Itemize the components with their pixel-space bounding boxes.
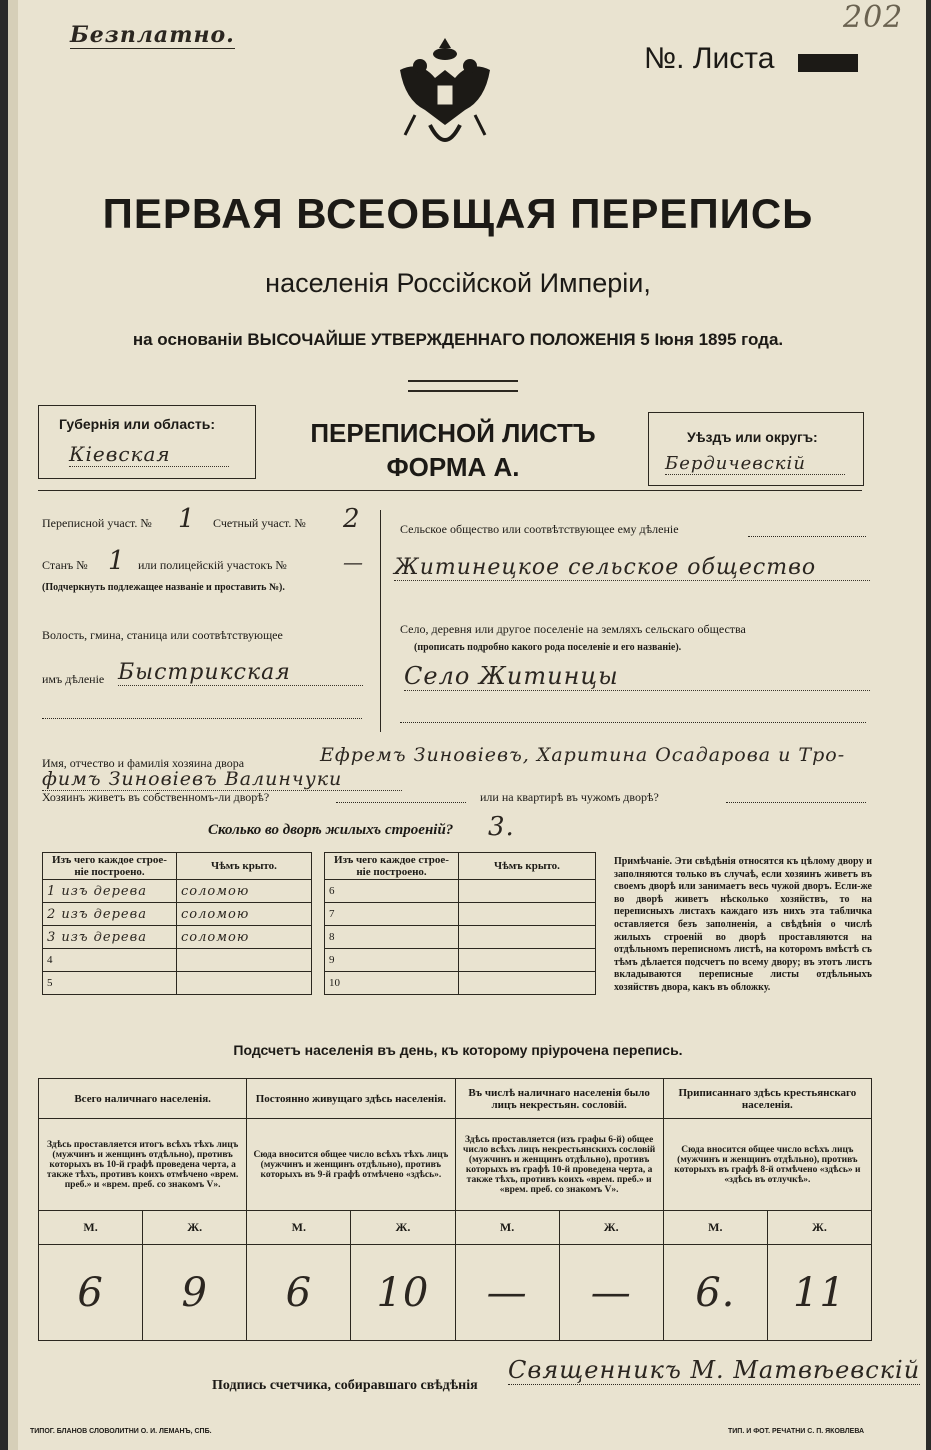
- group-head: Постоянно живущаго здѣсь населенія.: [247, 1079, 455, 1119]
- owner-value-2: фимъ Зиновiевъ Валинчуки: [42, 768, 402, 791]
- material-value: изъ дерева: [61, 906, 147, 922]
- district-box: [648, 412, 864, 486]
- material-header: Изъ чего каждое строе-ніе построено.: [325, 853, 459, 880]
- table-row: [43, 903, 312, 926]
- province-value: Кiевская: [69, 442, 229, 467]
- dotted-line: [748, 536, 866, 538]
- buildings-table-right: [324, 852, 596, 995]
- group-head: Всего наличнаго населенія.: [39, 1079, 247, 1119]
- rent-label: или на квартирѣ въ чужомъ дворѣ?: [480, 790, 659, 804]
- table-row: [325, 880, 596, 903]
- table-row: [325, 903, 596, 926]
- row-number: 2: [47, 906, 57, 922]
- row-number: 8: [325, 926, 459, 949]
- district-label: Уѣздъ или округъ:: [687, 429, 818, 445]
- dotted-line: [42, 718, 362, 720]
- group-head: Въ числѣ наличнаго населенія было лицъ некрестьян. сословій.: [455, 1079, 663, 1119]
- sheet-number-label: №. Листа: [644, 42, 775, 75]
- row-number: 7: [325, 903, 459, 926]
- table-row: [325, 949, 596, 972]
- stan-value: 1: [108, 546, 126, 576]
- stan-label: Станъ №: [42, 558, 88, 572]
- count-section-value: 2: [343, 504, 361, 534]
- dotted-line: [400, 722, 866, 724]
- table-row: [43, 926, 312, 949]
- population-title: Подсчетъ населенія въ день, къ которому пріурочена перепись.: [233, 1042, 683, 1058]
- count-value: 10: [351, 1245, 455, 1341]
- count-value: 11: [767, 1245, 871, 1341]
- buildings-label: Сколько во дворѣ жилыхъ строеній?: [208, 822, 454, 838]
- corner-mark: 202: [843, 0, 904, 35]
- buildings-note: Примѣчаніе. Эти свѣдѣнія относятся къ цѣлому двору и заполняются только въ случаѣ, если хозяинъ живетъ въ своемъ дворѣ или занимаетъ весь чужой дворъ. Если-же во дворѣ живетъ нѣсколько хозяйствъ, то на переписныхъ листахъ каждаго изъ нихъ эта табличка оставляется безъ заполненія, а свѣдѣнія о числѣ жилыхъ строеній во дворѣ проставляются на отдѣльномъ переписномъ листѣ, на которомъ вмѣстѣ съ тѣмъ дѣлается подсчетъ по всему двору; въ этотъ листъ вкладываются переписные листы отдѣльныхъ хозяйствъ двора, какъ въ обложку.: [614, 856, 872, 993]
- f-label: Ж.: [767, 1211, 871, 1245]
- row-number: 3: [47, 929, 57, 945]
- volost-label: Волость, гмина, станица или соотвѣтствующее: [42, 628, 283, 642]
- row-number: 10: [325, 972, 459, 995]
- m-label: М.: [39, 1211, 143, 1245]
- f-label: Ж.: [351, 1211, 455, 1245]
- table-row: [43, 880, 312, 903]
- signature-label: Подпись счетчика, собиравшаго свѣдѣнія: [212, 1378, 478, 1393]
- row-number: 1: [47, 883, 57, 899]
- dotted-line: [336, 802, 466, 804]
- printer-right: ТИП. И ФОТ. РЕЧАТНИ С. П. ЯКОВЛЕВА: [728, 1428, 865, 1435]
- roof-header: Чѣмъ крыто.: [459, 853, 596, 880]
- province-label: Губернія или область:: [59, 416, 216, 432]
- f-label: Ж.: [559, 1211, 663, 1245]
- ornament-divider: [408, 380, 518, 392]
- row-number: 6: [325, 880, 459, 903]
- row-number: 9: [325, 949, 459, 972]
- police-label: или полицейскій участокъ №: [138, 558, 287, 572]
- own-yard-label: Хозяинъ живетъ въ собственномъ-ли дворѣ?: [42, 790, 270, 804]
- printer-left: ТИПОГ. БЛАНОВ СЛОВОЛИТНИ О. И. ЛЕМАНЪ, СПБ.: [30, 1428, 212, 1435]
- owner-value-1: Ефремъ Зиновiевъ, Харитина Осадарова и Тро-: [320, 744, 846, 766]
- count-value: 6: [247, 1245, 351, 1341]
- sub-title: населенія Россійской Имперіи,: [265, 268, 651, 298]
- roof-value: соломою: [177, 926, 312, 949]
- count-value: 6.: [663, 1245, 767, 1341]
- owner-label: Имя, отчество и фамилія хозяина двора: [42, 756, 245, 770]
- m-label: М.: [247, 1211, 351, 1245]
- m-label: М.: [663, 1211, 767, 1245]
- material-header: Изъ чего каждое строе-ніе построено.: [43, 853, 177, 880]
- group-desc: Сюда вносится общее число всѣхъ лицъ (мужчинъ и женщинъ отдѣльно), противъ которыхъ въ графѣ 8-й отмѣчено «здѣсь» и «здѣсь въ отлучкѣ».: [663, 1119, 871, 1211]
- count-value: 6: [39, 1245, 143, 1341]
- society-label: Сельское общество или соотвѣтствующее ему дѣленіе: [400, 522, 679, 536]
- sheet-number-scratched: [798, 54, 858, 72]
- village-label: Село, деревня или другое поселеніе на земляхъ сельскаго общества: [400, 622, 746, 636]
- district-value: Бердичевскiй: [665, 453, 845, 475]
- row-number: 5: [47, 977, 53, 989]
- form-title: ПЕРЕПИСНОЙ ЛИСТЪ: [310, 418, 596, 448]
- m-label: М.: [455, 1211, 559, 1245]
- underline-note: (Подчеркнуть подлежащее названіе и проставить №).: [42, 582, 285, 593]
- row-number: 4: [47, 954, 53, 966]
- table-row: [43, 972, 312, 995]
- society-value: Житинецкое сельское общество: [394, 555, 870, 581]
- double-headed-eagle-icon: [390, 30, 500, 160]
- buildings-table-left: [42, 852, 312, 995]
- dotted-line: [726, 802, 866, 804]
- material-value: изъ дерева: [61, 929, 147, 945]
- count-value: —: [455, 1245, 559, 1341]
- province-box: [38, 405, 256, 479]
- table-row: [325, 926, 596, 949]
- population-table: [38, 1078, 872, 1341]
- group-desc: Здѣсь проставляется итогъ всѣхъ тѣхъ лицъ (мужчинъ и женщинъ отдѣльно), противъ которыхъ въ 10-й графѣ проведена черта, а также тѣхъ, противъ коихъ отмѣчено «врем. преб.» и «врем. преб. со знакомъ V».: [39, 1119, 247, 1211]
- group-head: Приписаннаго здѣсь крестьянскаго населенія.: [663, 1079, 871, 1119]
- census-form-page: [8, 0, 926, 1450]
- table-row: [43, 949, 312, 972]
- main-title: ПЕРВАЯ ВСЕОБЩАЯ ПЕРЕПИСЬ: [102, 190, 814, 237]
- table-row: [325, 972, 596, 995]
- signature-value: Священникъ М. Матвѣевскiй: [508, 1356, 921, 1384]
- f-label: Ж.: [143, 1211, 247, 1245]
- count-value: 9: [143, 1245, 247, 1341]
- form-subtitle: ФОРМА А.: [386, 452, 520, 482]
- divider-line: [38, 490, 862, 491]
- column-divider: [380, 510, 381, 732]
- basis-line: на основаніи ВЫСОЧАЙШЕ УТВЕРЖДЕННАГО ПОЛОЖЕНІЯ 5 Іюня 1895 года.: [132, 330, 784, 349]
- group-desc: Сюда вносится общее число всѣхъ тѣхъ лицъ (мужчинъ и женщинъ отдѣльно), противъ которыхъ въ 9-й графѣ отмѣчено «здѣсь».: [247, 1119, 455, 1211]
- roof-value: соломою: [177, 880, 312, 903]
- volost-value: Быстрикская: [118, 660, 363, 686]
- group-desc: Здѣсь проставляется (изъ графы 6-й) общее число всѣхъ лицъ некрестьянскихъ сословій (мужчинъ и женщинъ отдѣльно), противъ которыхъ въ графѣ 10-й проведена черта, а также тѣхъ, противъ коихъ «врем. преб.» и «врем. преб. со знакомъ V».: [455, 1119, 663, 1211]
- census-section-label: Переписной участ. №: [42, 516, 152, 530]
- buildings-value: 3.: [488, 812, 515, 842]
- free-label: Безплатно.: [70, 22, 235, 48]
- count-section-label: Счетный участ. №: [213, 516, 306, 530]
- roof-header: Чѣмъ крыто.: [177, 853, 312, 880]
- material-value: изъ дерева: [61, 883, 147, 899]
- village-value: Село Житинцы: [404, 662, 870, 691]
- volost-label-2: имъ дѣленіе: [42, 672, 105, 686]
- police-value: —: [343, 550, 364, 574]
- village-note: (прописать подробно какого рода поселеніе и его названіе).: [414, 642, 682, 653]
- roof-value: соломою: [177, 903, 312, 926]
- census-section-value: 1: [178, 504, 196, 534]
- count-value: —: [559, 1245, 663, 1341]
